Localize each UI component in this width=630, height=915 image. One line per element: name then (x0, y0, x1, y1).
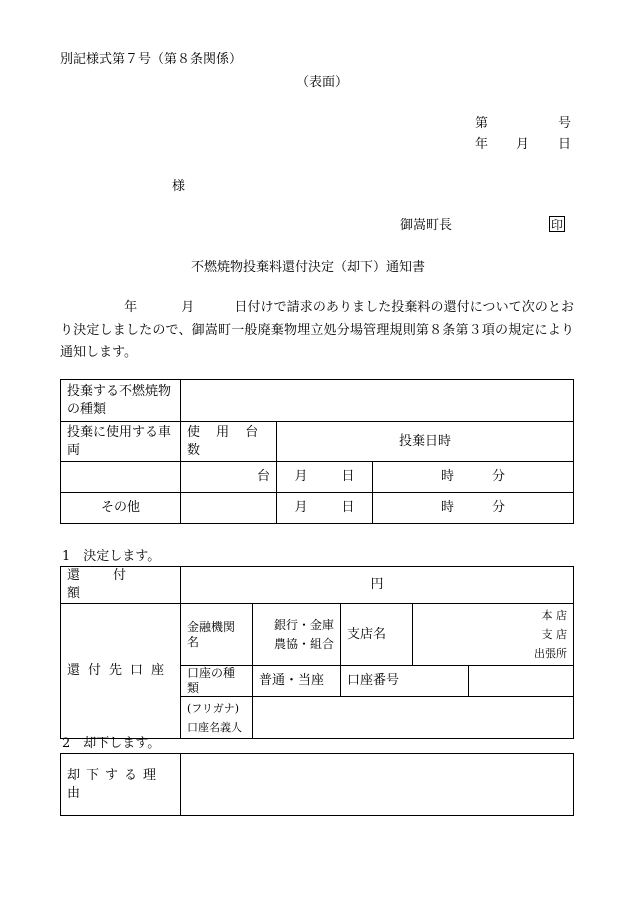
issuer: 御嵩町長 (400, 218, 453, 233)
rejection-reason-label: 却下する理由 (61, 754, 181, 816)
branch-type-cell[interactable] (413, 604, 574, 666)
holder-label-cell (181, 697, 253, 739)
furigana-label: (フリガナ) (187, 701, 240, 715)
branch-type-2: 支 店 (541, 628, 567, 641)
addressee-suffix: 様 (172, 179, 186, 194)
account-type-options[interactable]: 普通・当座 (253, 666, 341, 697)
date-day: 日 (558, 137, 572, 152)
vehicle-day: 日 (341, 469, 355, 484)
date-month: 月 (516, 137, 530, 152)
vehicle-time-cell[interactable] (373, 462, 574, 493)
bank-types-1: 銀行・金庫 (273, 617, 334, 632)
body-month: 月 (181, 300, 195, 315)
form-side: （表面） (296, 75, 349, 90)
account-type-label: 口座の種類 (181, 666, 253, 697)
account-label: 還付先口座 (61, 604, 181, 739)
account-number-label: 口座番号 (341, 666, 469, 697)
body-sentence: 日付けで請求のありました投棄料の還付について次のとおり決定しましたので、御嵩町一般廃棄物埋立処分場管理規則第８条第３項の規定により通知します。 (60, 300, 574, 360)
rejection-reason-field[interactable] (181, 754, 574, 816)
vehicle-month: 月 (294, 469, 308, 484)
yen-unit: 円 (370, 577, 384, 592)
branch-name-label: 支店名 (341, 604, 413, 666)
vehicle-count-unit[interactable]: 台 (181, 462, 277, 493)
account-number-field[interactable] (469, 666, 574, 697)
holder-name-field[interactable] (253, 697, 574, 739)
branch-type-1: 本 店 (541, 609, 567, 622)
bank-name-label: 金融機関名 (181, 604, 253, 666)
branch-type-3: 出張所 (534, 647, 567, 660)
other-label: その他 (61, 493, 181, 524)
vehicle-row-blank[interactable] (61, 462, 181, 493)
refund-amount-label: 還 付 額 (61, 567, 181, 604)
doc-number-prefix: 第 (475, 116, 489, 131)
vehicle-label: 投棄に使用する車両 (61, 422, 181, 462)
bank-types-2: 農協・組合 (273, 636, 334, 651)
other-time-cell[interactable] (373, 493, 574, 524)
other-hour: 時 (440, 500, 454, 515)
document-title: 不燃焼物投棄料還付決定（却下）通知書 (191, 260, 426, 275)
waste-type-label: 投棄する不燃焼物の種類 (61, 380, 181, 422)
other-date-cell[interactable] (277, 493, 373, 524)
vehicle-hour: 時 (440, 469, 454, 484)
form-number: 別記様式第７号（第８条関係） (60, 52, 243, 67)
body-year: 年 (124, 300, 138, 315)
refund-amount-field[interactable] (181, 567, 574, 604)
vehicle-count-header: 使 用 台 数 (181, 422, 277, 462)
seal-stamp: 印 (550, 218, 563, 232)
other-day: 日 (341, 500, 355, 515)
date-year: 年 (475, 137, 489, 152)
vehicle-date-cell[interactable] (277, 462, 373, 493)
other-count-cell[interactable] (181, 493, 277, 524)
vehicle-minute: 分 (492, 469, 506, 484)
dump-datetime-header: 投棄日時 (277, 422, 574, 462)
other-month: 月 (294, 500, 308, 515)
waste-type-field[interactable] (181, 380, 574, 422)
other-minute: 分 (492, 500, 506, 515)
waste-info-table (60, 379, 574, 524)
doc-number-suffix: 号 (558, 116, 572, 131)
body-paragraph (60, 297, 574, 365)
bank-type-cell[interactable] (253, 604, 341, 666)
refund-table (60, 566, 574, 739)
holder-label: 口座名義人 (187, 720, 242, 734)
section1-heading: 1 決定します。 (62, 549, 161, 564)
rejection-table (60, 753, 574, 816)
section2-heading: 2 却下します。 (62, 736, 161, 751)
